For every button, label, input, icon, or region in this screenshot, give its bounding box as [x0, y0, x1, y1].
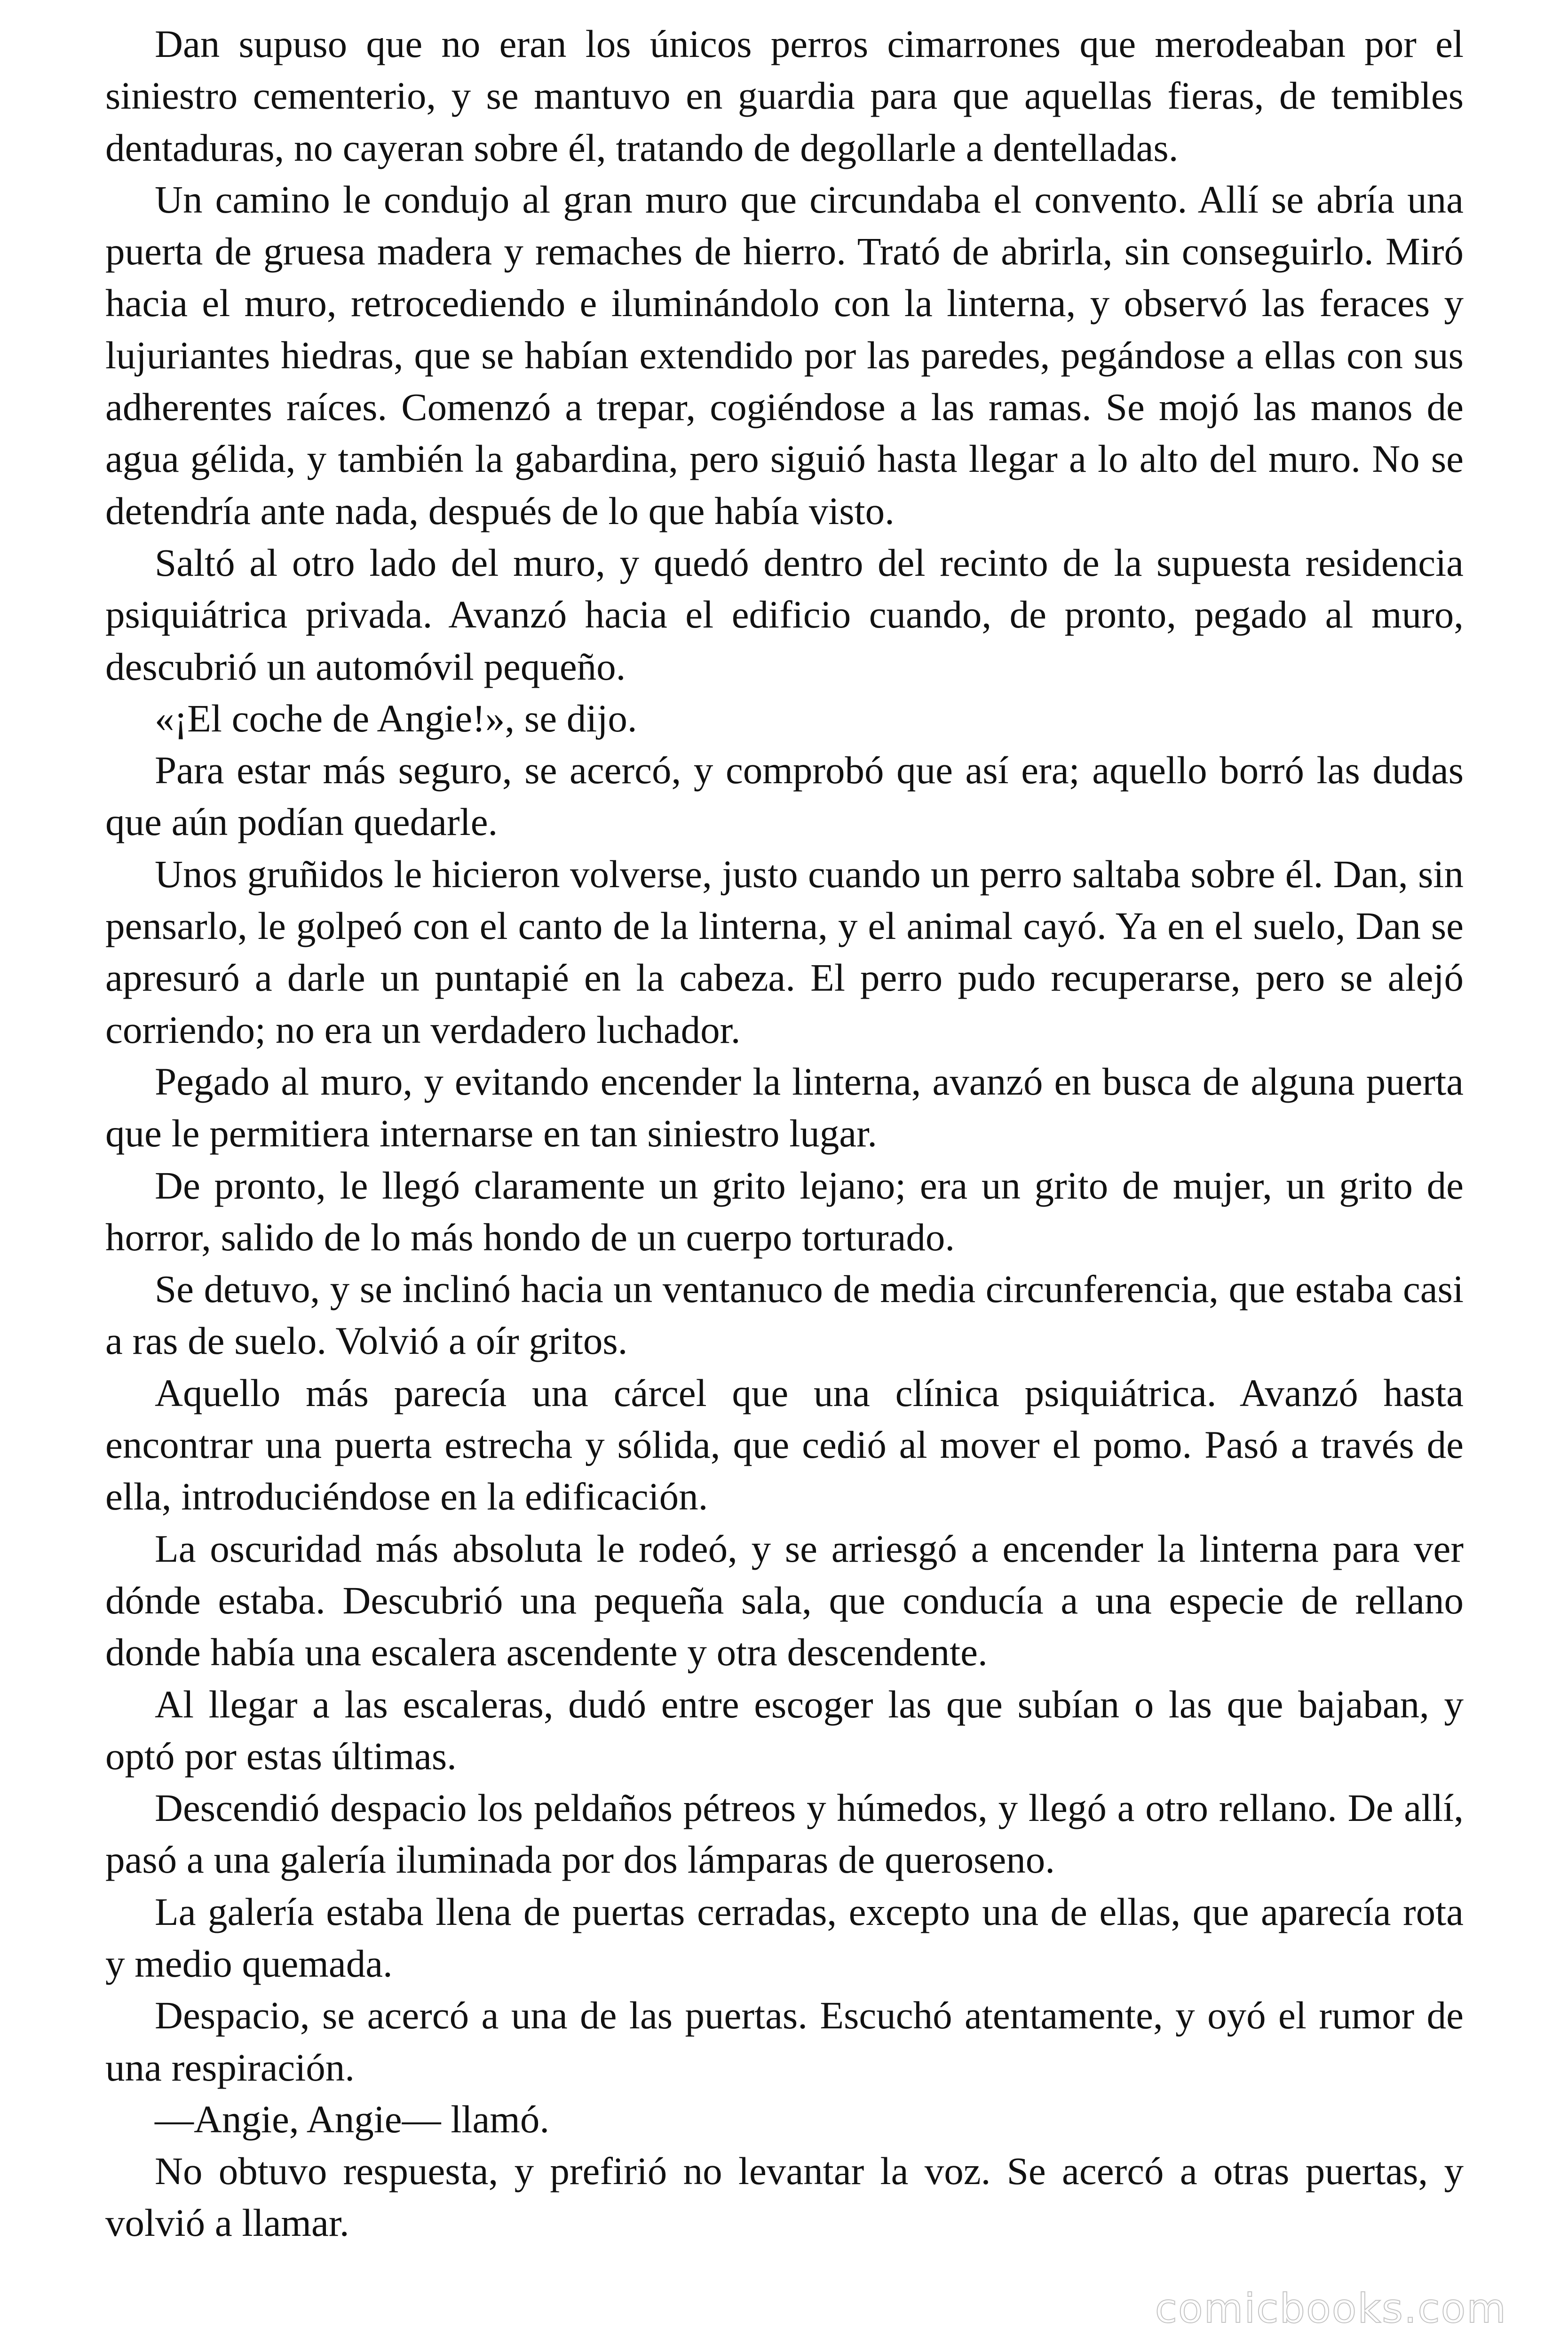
paragraph-4: «¡El coche de Angie!», se dijo. [155, 696, 637, 740]
paragraph-15: Despacio, se acercó a una de las puertas. Escuchó atentamente, y oyó el rumor de una respiración. [105, 1994, 1464, 2089]
paragraph-17: No obtuvo respuesta, y prefirió no levantar la voz. Se acercó a otras puertas, y volvió a llamar. [105, 2149, 1464, 2245]
paragraph-3: Saltó al otro lado del muro, y quedó dentro del recinto de la supuesta residencia psiquiátrica privada. Avanzó hacia el edificio cuando, de pronto, pegado al muro, descubrió un automóvil pequeño. [105, 540, 1464, 688]
paragraph-13: Descendió despacio los peldaños pétreos y húmedos, y llegó a otro rellano. De allí, pasó a una galería iluminada por dos lámparas de queroseno. [105, 1786, 1464, 1882]
paragraph-6: Unos gruñidos le hicieron volverse, justo cuando un perro saltaba sobre él. Dan, sin pensarlo, le golpeó con el canto de la linterna, y el animal cayó. Ya en el suelo, Dan se apresuró a darle un puntapié en la cabeza. El perro pudo recuperarse, pero se alejó corriendo; no era un verdadero luchador. [105, 852, 1464, 1051]
paragraph-9: Se detuvo, y se inclinó hacia un ventanuco de media circunferencia, que estaba casi a ras de suelo. Volvió a oír gritos. [105, 1267, 1464, 1363]
paragraph-2: Un camino le condujo al gran muro que circundaba el convento. Allí se abría una puerta de gruesa madera y remaches de hierro. Trató de abrirla, sin conseguirlo. Miró hacia el muro, retrocediendo e iluminándolo con la linterna, y observó las feraces y lujuriantes hiedras, que se habían extendido por las paredes, pegándose a ellas con sus adherentes raíces. Comenzó a trepar, cogiéndose a las ramas. Se mojó las manos de agua gélida, y también la gabardina, pero siguió hasta llegar a lo alto del muro. No se detendría ante nada, después de lo que había visto. [105, 177, 1464, 532]
paragraph-10: Aquello más parecía una cárcel que una clínica psiquiátrica. Avanzó hasta encontrar una puerta estrecha y sólida, que cedió al mover el pomo. Pasó a través de ella, introduciéndose en la edificación. [105, 1371, 1464, 1518]
paragraph-7: Pegado al muro, y evitando encender la linterna, avanzó en busca de alguna puerta que le permitiera internarse en tan siniestro lugar. [105, 1059, 1464, 1155]
paragraph-8: De pronto, le llegó claramente un grito lejano; era un grito de mujer, un grito de horror, salido de lo más hondo de un cuerpo torturado. [105, 1163, 1464, 1259]
paragraph-1: Dan supuso que no eran los únicos perros cimarrones que merodeaban por el siniestro cementerio, y se mantuvo en guardia para que aquellas fieras, de temibles dentaduras, no cayeran sobre él, tratando de degollarle a dentelladas. [105, 22, 1464, 169]
paragraph-11: La oscuridad más absoluta le rodeó, y se arriesgó a encender la linterna para ver dónde estaba. Descubrió una pequeña sala, que conducía a una especie de rellano donde había una escalera ascendente y otra descendente. [105, 1526, 1464, 1674]
paragraph-12: Al llegar a las escaleras, dudó entre escoger las que subían o las que bajaban, y optó por estas últimas. [105, 1682, 1464, 1778]
paragraph-16: —Angie, Angie— llamó. [155, 2097, 550, 2141]
document-body [105, 18, 1464, 2249]
paragraph-5: Para estar más seguro, se acercó, y comprobó que así era; aquello borró las dudas que aún podían quedarle. [105, 748, 1464, 844]
watermark: comicbooks.com [1155, 2285, 1507, 2332]
paragraph-14: La galería estaba llena de puertas cerradas, excepto una de ellas, que aparecía rota y medio quemada. [105, 1890, 1464, 1985]
